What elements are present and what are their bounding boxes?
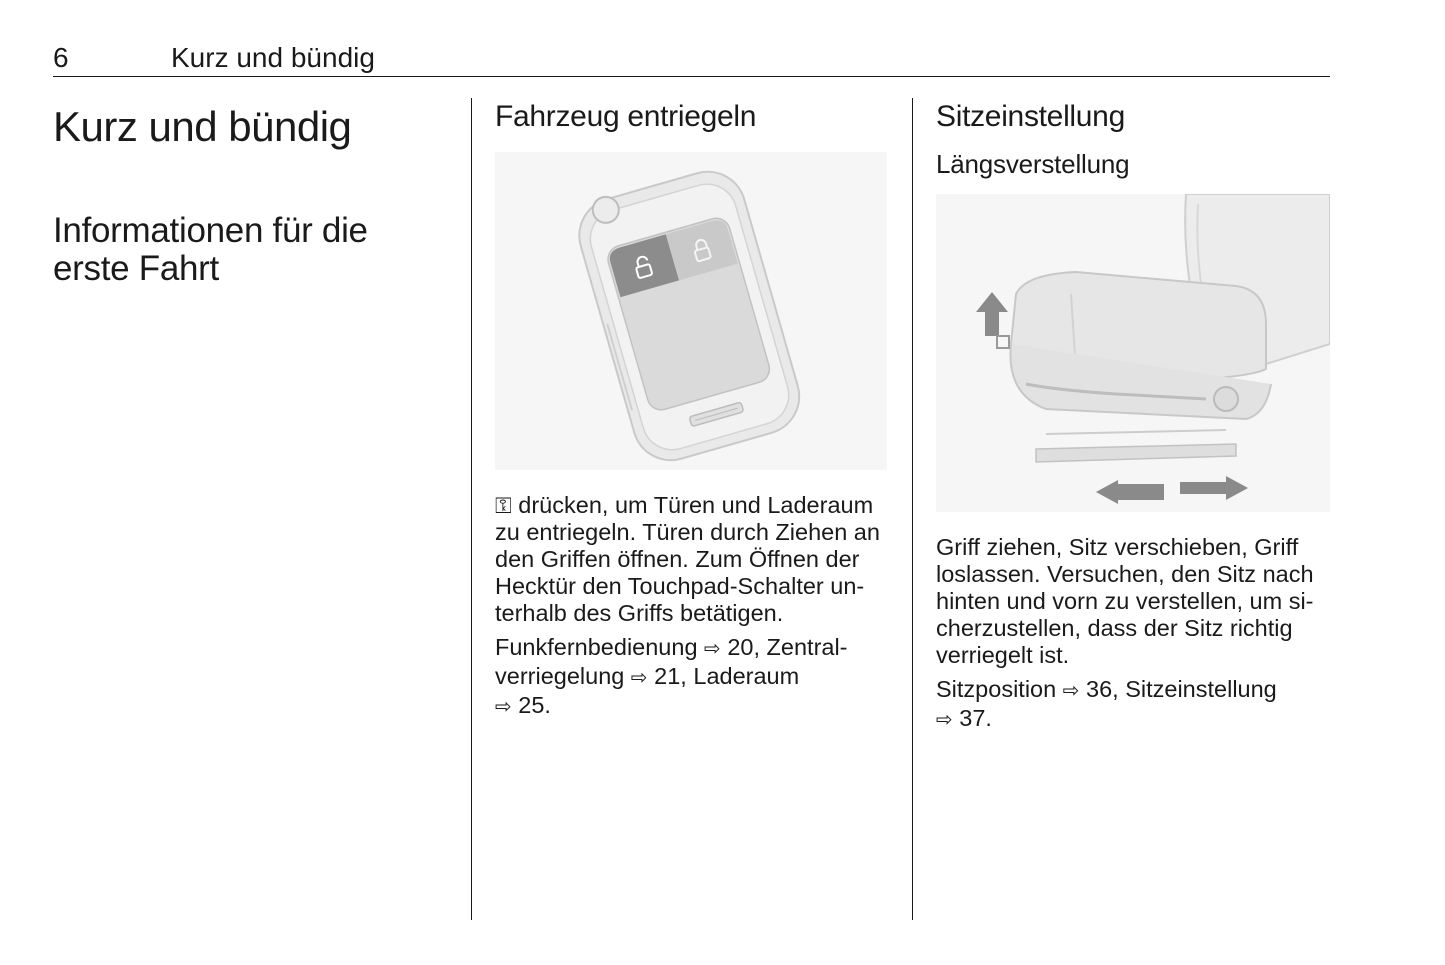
reference-arrow-icon: ⇨ [630, 667, 648, 689]
text-line: drücken, um Türen und Laderaum [518, 492, 874, 518]
seat-adjustment-icon [936, 194, 1330, 512]
text-line: zu entriegeln. Türen durch Ziehen an [495, 519, 880, 545]
seat-adjustment-illustration [936, 194, 1330, 512]
section-title-line: erste Fahrt [53, 248, 219, 288]
chapter-title: Kurz und bündig [53, 103, 352, 150]
unlock-icon: ⚿ [495, 493, 512, 518]
reference-arrow-icon: ⇨ [495, 696, 512, 718]
text-line: hinten und vorn zu verstellen, um si- [936, 588, 1314, 614]
section-heading-unlock: Fahrzeug entriegeln [495, 100, 757, 133]
section-title-line: Informationen für die [53, 211, 368, 251]
running-header [53, 40, 1330, 77]
cross-reference-paragraph [936, 676, 1330, 734]
text-fragment: verriegelung [495, 663, 625, 689]
text-line: Griff ziehen, Sitz verschieben, Griff [936, 534, 1299, 560]
text-line: loslassen. Versuchen, den Sitz nach [936, 561, 1314, 587]
text-line: den Griffen öffnen. Zum Öffnen der [495, 546, 860, 572]
section-title [53, 212, 453, 287]
column-1 [53, 96, 453, 287]
car-key-remote-icon [495, 152, 887, 470]
page-reference[interactable]: 21, Laderaum [654, 663, 800, 689]
unlock-instructions-paragraph [495, 492, 893, 627]
reference-arrow-icon: ⇨ [936, 709, 953, 731]
page-reference[interactable]: 37. [959, 705, 992, 731]
text-line: verriegelt ist. [936, 642, 1070, 668]
subsection-heading: Längsverstellung [936, 149, 1130, 179]
text-line: Hecktür den Touchpad-Schalter un- [495, 573, 865, 599]
page-reference[interactable]: 25. [518, 692, 551, 718]
column-2 [495, 96, 893, 721]
reference-arrow-icon: ⇨ [1062, 680, 1080, 702]
section-heading-seat: Sitzeinstellung [936, 100, 1125, 133]
column-3 [936, 96, 1330, 734]
seat-instructions-paragraph [936, 534, 1330, 669]
running-header-title: Kurz und bündig [171, 42, 375, 73]
page-number: 6 [53, 42, 69, 73]
page-reference[interactable]: 36, Sitzeinstellung [1086, 676, 1277, 702]
page-reference[interactable]: 20, Zentral- [727, 634, 848, 660]
text-fragment: Funkfernbedienung [495, 634, 698, 660]
text-line: terhalb des Griffs betätigen. [495, 600, 784, 626]
text-fragment: Sitzposition [936, 676, 1057, 702]
cross-reference-paragraph [495, 634, 893, 721]
car-key-remote-illustration [495, 152, 887, 470]
text-line: cherzustellen, dass der Sitz richtig [936, 615, 1293, 641]
column-divider [471, 98, 472, 920]
column-divider [912, 98, 913, 920]
reference-arrow-icon: ⇨ [704, 638, 721, 660]
